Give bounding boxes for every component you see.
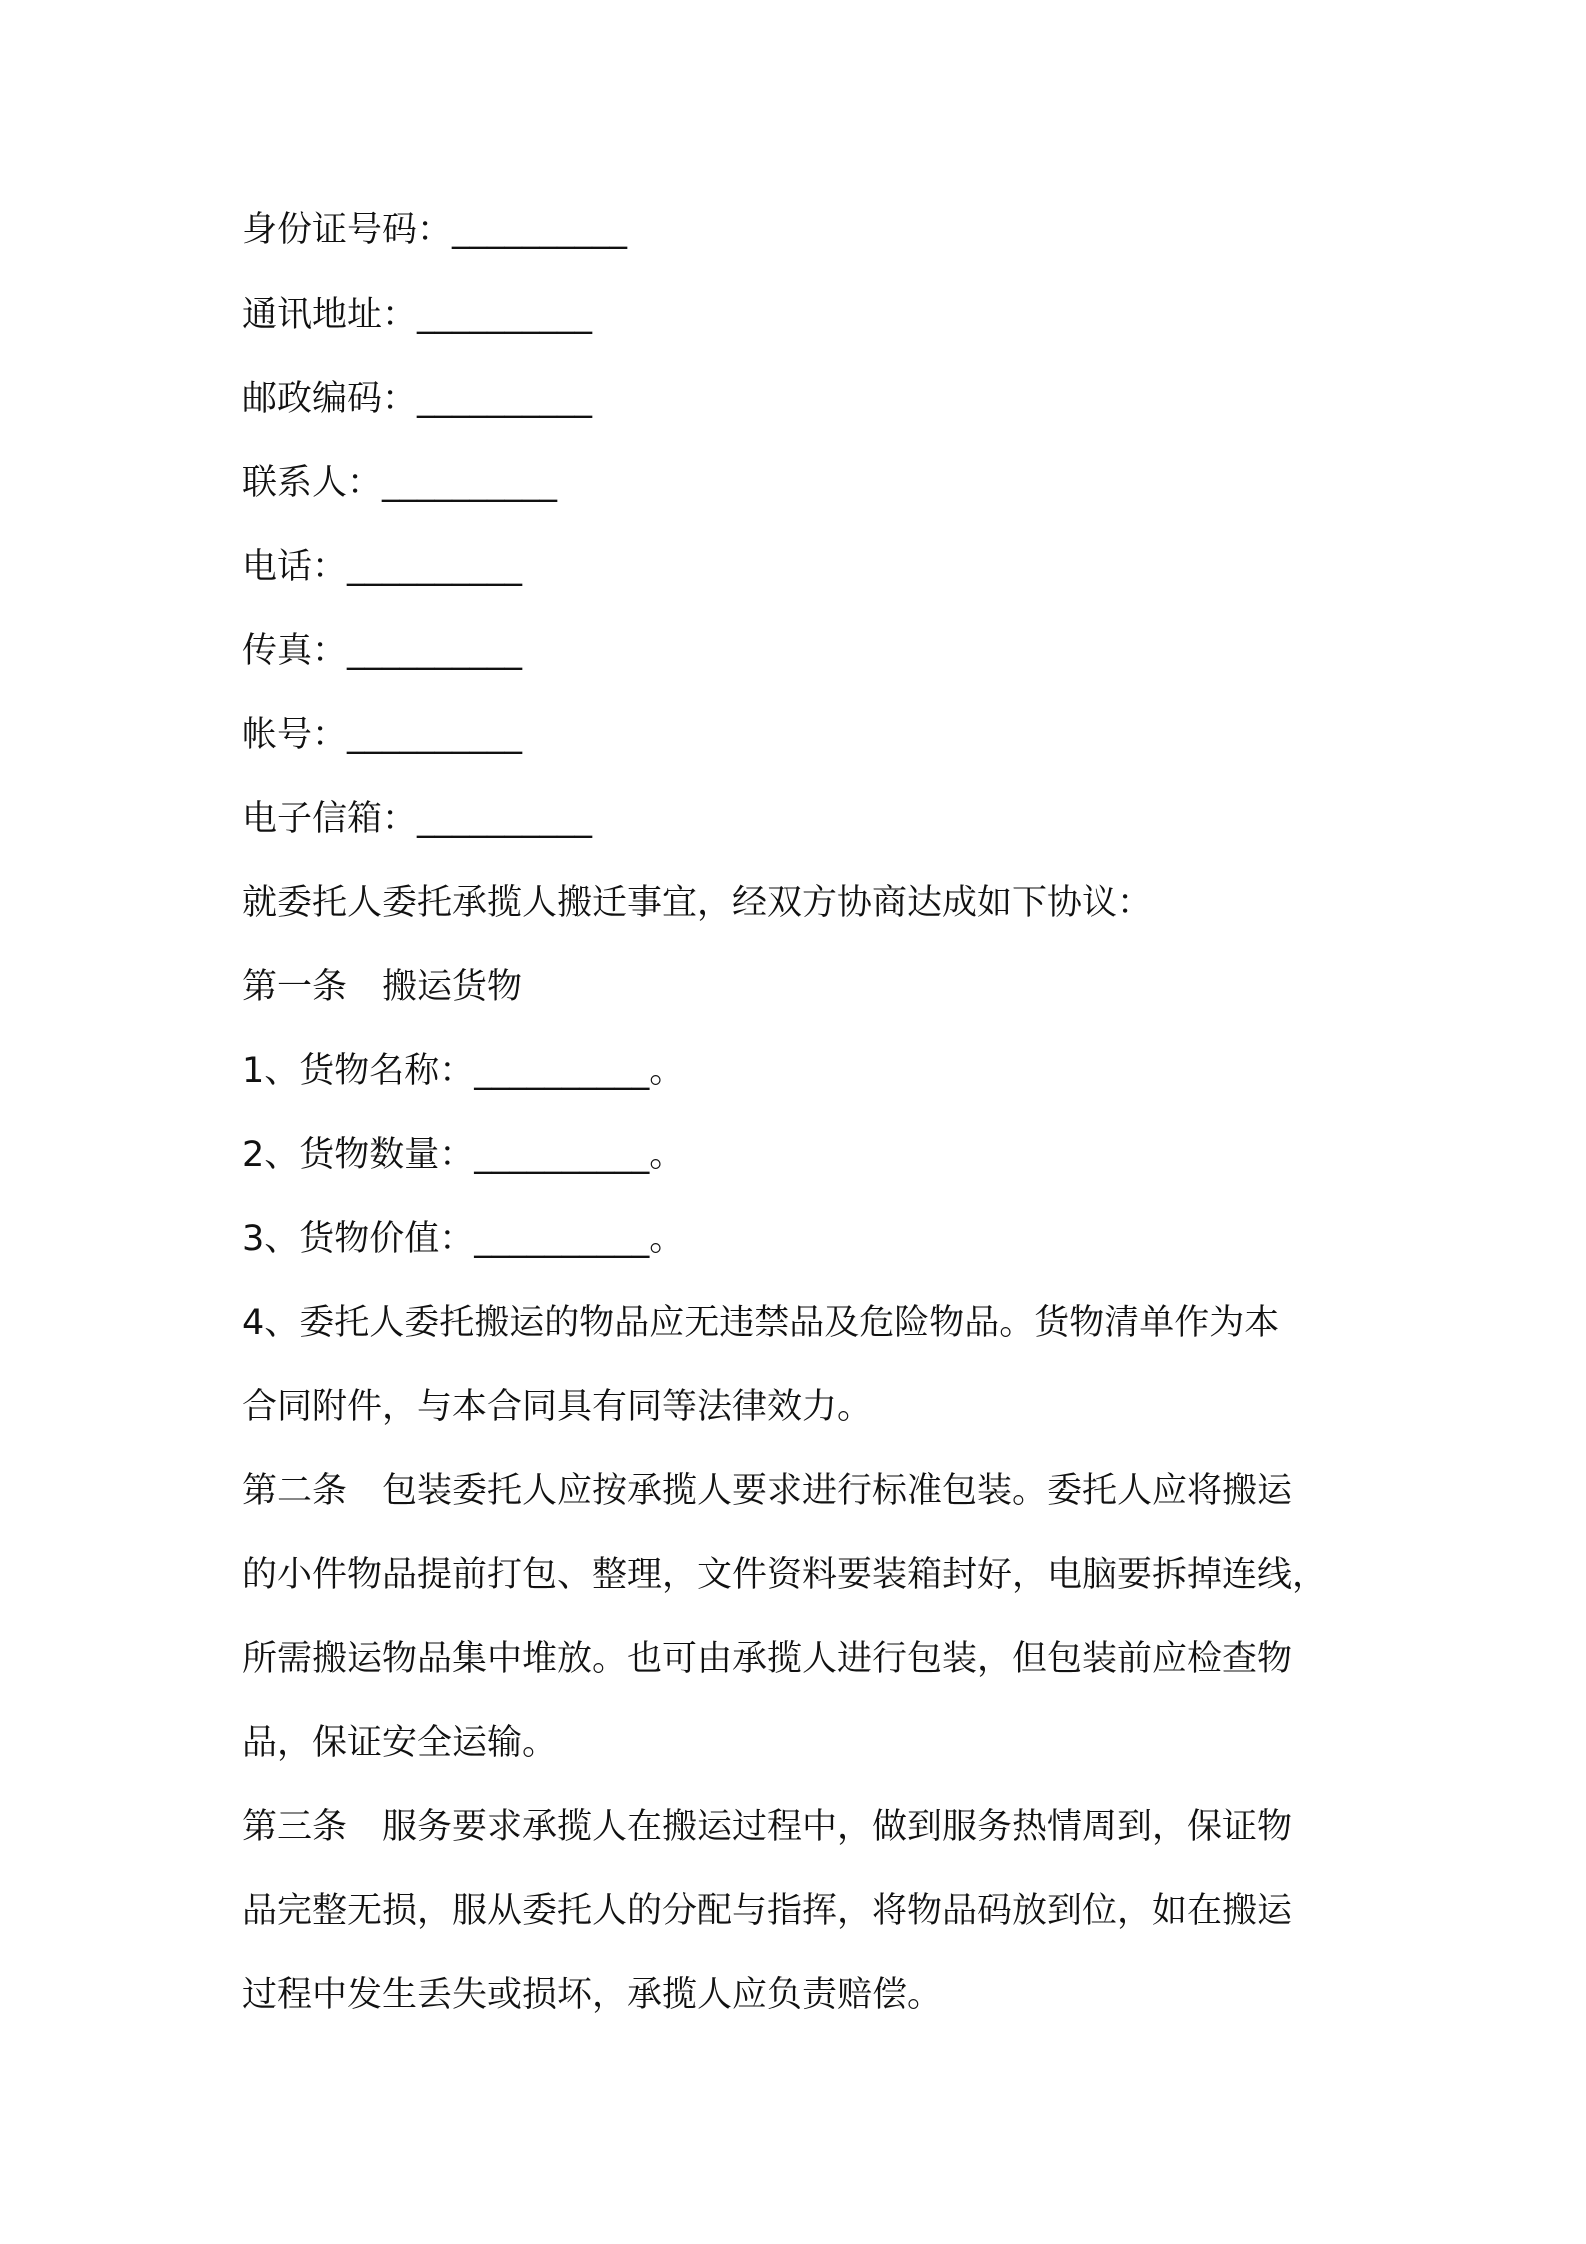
article-2-line-3: 所需搬运物品集中堆放。也可由承揽人进行包装，但包装前应检查物 xyxy=(242,1639,1293,1679)
article-1-item-4-line-2: 合同附件，与本合同具有同等法律效力。 xyxy=(242,1387,873,1427)
field-label: 联系人： xyxy=(242,463,383,503)
field-label: 电话： xyxy=(242,547,348,587)
field-blank: __________ xyxy=(382,463,558,503)
article-1-item-4-line-1: 4、委托人委托搬运的物品应无违禁品及危险物品。货物清单作为本 xyxy=(242,1303,1280,1343)
agreement-intro: 就委托人委托承揽人搬迁事宜，经双方协商达成如下协议： xyxy=(242,883,1153,923)
field-postal-code xyxy=(242,374,592,424)
article-3-line-3: 过程中发生丢失或损坏，承揽人应负责赔偿。 xyxy=(242,1975,943,2015)
field-contact-person xyxy=(242,458,557,508)
field-blank: __________ xyxy=(347,547,523,587)
field-phone xyxy=(242,542,522,592)
field-email xyxy=(242,794,592,844)
field-label: 身份证号码： xyxy=(242,210,453,250)
field-blank: __________ xyxy=(417,379,593,419)
field-label: 通讯地址： xyxy=(242,295,418,335)
article-1-item-goods-value: 3、货物价值：__________。 xyxy=(242,1219,685,1259)
field-blank: __________ xyxy=(417,295,593,335)
article-2-line-2: 的小件物品提前打包、整理，文件资料要装箱封好，电脑要拆掉连线， xyxy=(242,1555,1328,1595)
field-blank: __________ xyxy=(452,210,628,250)
field-label: 电子信箱： xyxy=(242,799,418,839)
article-1-item-goods-quantity: 2、货物数量：__________。 xyxy=(242,1135,685,1175)
field-mailing-address xyxy=(242,290,592,340)
article-3-line-2: 品完整无损，服从委托人的分配与指挥，将物品码放到位，如在搬运 xyxy=(242,1891,1293,1931)
field-account xyxy=(242,710,522,760)
article-1-heading: 第一条 搬运货物 xyxy=(242,967,523,1007)
field-label: 帐号： xyxy=(242,715,348,755)
article-2-line-1: 第二条 包装委托人应按承揽人要求进行标准包装。委托人应将搬运 xyxy=(242,1471,1293,1511)
article-2-line-4: 品，保证安全运输。 xyxy=(242,1723,558,1763)
field-blank: __________ xyxy=(347,715,523,755)
field-blank: __________ xyxy=(347,631,523,671)
field-id-number xyxy=(242,205,627,255)
article-1-item-goods-name: 1、货物名称：__________。 xyxy=(242,1051,685,1091)
field-blank: __________ xyxy=(417,799,593,839)
field-label: 邮政编码： xyxy=(242,379,418,419)
field-label: 传真： xyxy=(242,631,348,671)
article-3-line-1: 第三条 服务要求承揽人在搬运过程中，做到服务热情周到，保证物 xyxy=(242,1807,1293,1847)
field-fax xyxy=(242,626,522,676)
